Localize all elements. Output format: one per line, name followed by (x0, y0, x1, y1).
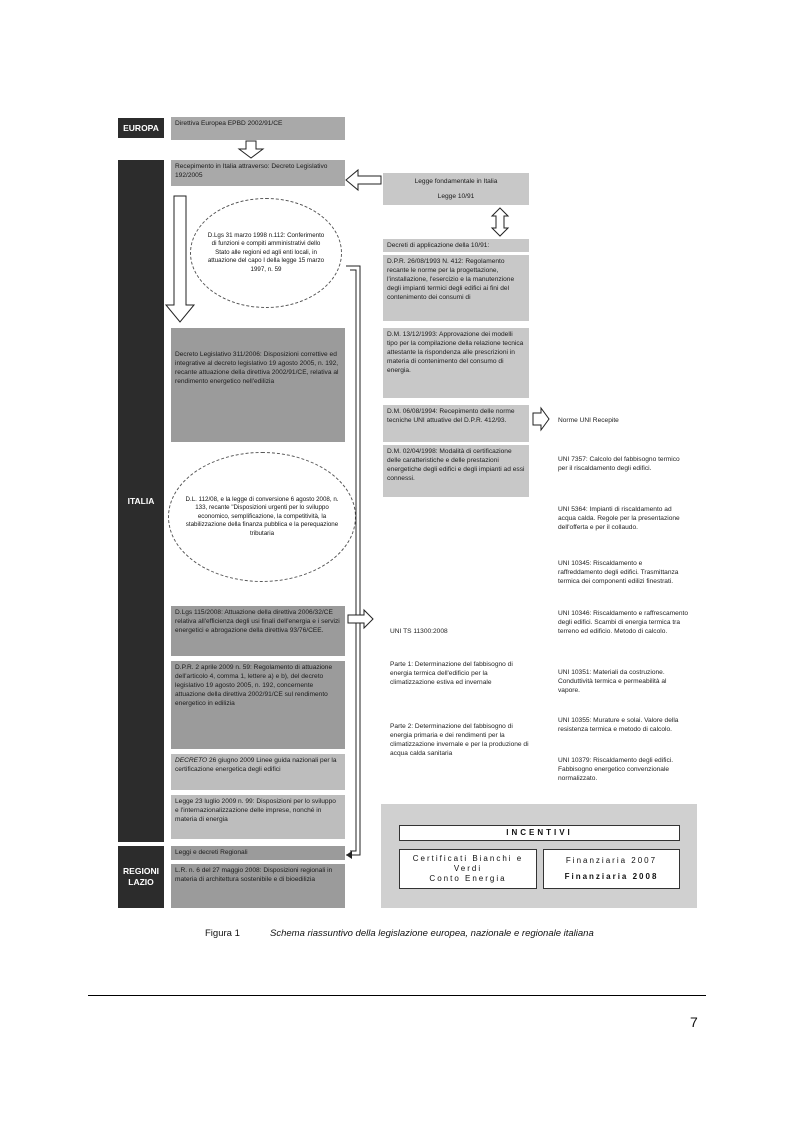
box-dm06: D.M. 06/08/1994: Recepimento delle norme tecniche UNI attuative del D.P.R. 412/93. (383, 405, 529, 442)
box-dlgs115: D.Lgs 115/2008: Attuazione della direttiva 2006/32/CE relativa all'efficienza degli usi finali dell'energia e i servizi energetici e abrogazione della direttiva 93/76/CEE. (171, 606, 345, 656)
section-europa-label: EUROPA (123, 123, 159, 133)
uni-ts-title: UNI TS 11300:2008 (390, 628, 448, 635)
arrow-left-icon (346, 170, 381, 190)
section-regioni-label: REGIONI (123, 866, 159, 876)
box-epbd: Direttiva Europea EPBD 2002/91/CE (171, 117, 345, 140)
legge-fondamentale-title: Legge fondamentale in Italia (414, 178, 498, 185)
figure-label: Figura 1 (205, 928, 240, 939)
legge-fondamentale-num: Legge 10/91 (437, 193, 475, 200)
arrowhead-left-icon (346, 851, 352, 859)
double-arrow-icon (492, 208, 508, 236)
incentivi-conto-energia-line: Conto Energia (429, 874, 507, 883)
norma-item: UNI 7357: Calcolo del fabbisogno termico per il riscaldamento degli edifici. (558, 456, 680, 472)
incentivi-certificati-line: Certificati Bianchi e Verdi (412, 854, 524, 873)
incentivi-finanziaria-2008: Finanziaria 2008 (564, 872, 659, 881)
box-legge99: Legge 23 luglio 2009 n. 99: Disposizioni per lo sviluppo e l'internazionalizzazione delle imprese, nonché in materia di energia (171, 795, 345, 839)
norme-uni-title: Norme UNI Recepite (558, 417, 619, 424)
arrow-right-icon (533, 408, 549, 430)
box-recepimento: Recepimento in Italia attraverso: Decreto Legislativo 192/2005 (171, 160, 345, 186)
section-lazio-label: LAZIO (128, 877, 154, 887)
box-decreti-applicazione: Decreti di applicazione della 10/91: (383, 239, 529, 252)
norma-item: UNI 10346: Riscaldamento e raffrescamento degli edifici. Scambi di energia termica tra terreno ed edificio. Metodo di calcolo. (558, 610, 688, 635)
box-dm13: D.M. 13/12/1993: Approvazione dei modelli tipo per la compilazione della relazione tecnica attestante la rispondenza alle prescrizioni in materia di contenimento del consumo di energia. (383, 328, 529, 398)
box-dlgs311: Decreto Legislativo 311/2006: Disposizioni correttive ed integrative al decreto legislativo 19 agosto 2005, n. 192, recante attuazione della direttiva 2002/91/CE, relativa al rendimento energetico nell'edilizia (171, 328, 345, 442)
ellipse-dl112: D.L. 112/08, e la legge di conversione 6 agosto 2008, n. 133, recante "Disposizioni urgenti per lo sviluppo economico, semplificazione, la competitività, la stabilizzazione della finanza pubblica e la perequazione tributaria (168, 452, 356, 582)
ellipse-dlgs112: D.Lgs 31 marzo 1998 n.112: Conferimento di funzioni e compiti amministrativi dello Stato alle regioni ed agli enti locali, in attuazione del capo I della legge 15 marzo 1997, n. 59 (190, 198, 342, 308)
footer-divider (88, 995, 706, 996)
norma-item: UNI 10355: Murature e solai. Valore della resistenza termica e metodo di calcolo. (558, 717, 679, 733)
norma-item: UNI 10351: Materiali da costruzione. Conduttività termica e permeabilità al vapore. (558, 669, 667, 694)
connector-line-icon (350, 270, 356, 851)
uni-ts-parte2: Parte 2: Determinazione del fabbisogno di energia primaria e dei rendimenti per la climatizzazione invernale e per la produzione di acqua calda sanitaria (390, 723, 529, 757)
figure-caption: Schema riassuntivo della legislazione europea, nazionale e regionale italiana (270, 928, 594, 939)
box-leggi-regionali: Leggi e decreti Regionali (171, 846, 345, 860)
incentivi-title: INCENTIVI (399, 825, 680, 841)
norma-item: UNI 10345: Riscaldamento e raffreddamento degli edifici. Trasmittanza termica dei componenti edilizi finestrati. (558, 560, 679, 585)
connector-line-icon (346, 266, 360, 855)
big-down-arrow-icon (166, 196, 194, 322)
box-dm02: D.M. 02/04/1998: Modalità di certificazione delle caratteristiche e delle prestazioni energetiche degli edifici e degli impianti ad essi connessi. (383, 445, 529, 497)
decreto-label: DECRETO (175, 757, 208, 764)
box-dpr412: D.P.R. 26/08/1993 N. 412: Regolamento recante le norme per la progettazione, l'installazione, l'esercizio e la manutenzione degli impianti termici degli edifici ai fini del contenimento dei consumi di (383, 255, 529, 321)
page-number: 7 (690, 1014, 698, 1030)
box-lr6: L.R. n. 6 del 27 maggio 2008: Disposizioni regionali in materia di architettura sostenibile e di bioedilizia (171, 864, 345, 908)
incentivi-finanziaria-2007: Finanziaria 2007 (565, 856, 658, 865)
uni-ts-parte1: Parte 1: Determinazione del fabbisogno di energia termica dell'edificio per la climatizzazione estiva ed invernale (390, 661, 513, 686)
arrow-down-icon (239, 141, 263, 158)
section-italia-label: ITALIA (127, 496, 155, 506)
norma-item: UNI 5364: Impianti di riscaldamento ad acqua calda. Regole per la presentazione dell'offerta e per il collaudo. (558, 506, 680, 531)
decreto-rest: 26 giugno 2009 Linee guida nazionali per la certificazione energetica degli edifici (175, 757, 337, 773)
box-dpr59: D.P.R. 2 aprile 2009 n. 59: Regolamento di attuazione dell'articolo 4, comma 1, lettere a) e b), del decreto legislativo 19 agosto 2005, n. 192, concernente attuazione della direttiva 2002/91/CE sul rendimento energetico in edilizia (171, 661, 345, 749)
norma-item: UNI 10379: Riscaldamento degli edifici. Fabbisogno energetico convenzionale normalizzato. (558, 757, 674, 782)
